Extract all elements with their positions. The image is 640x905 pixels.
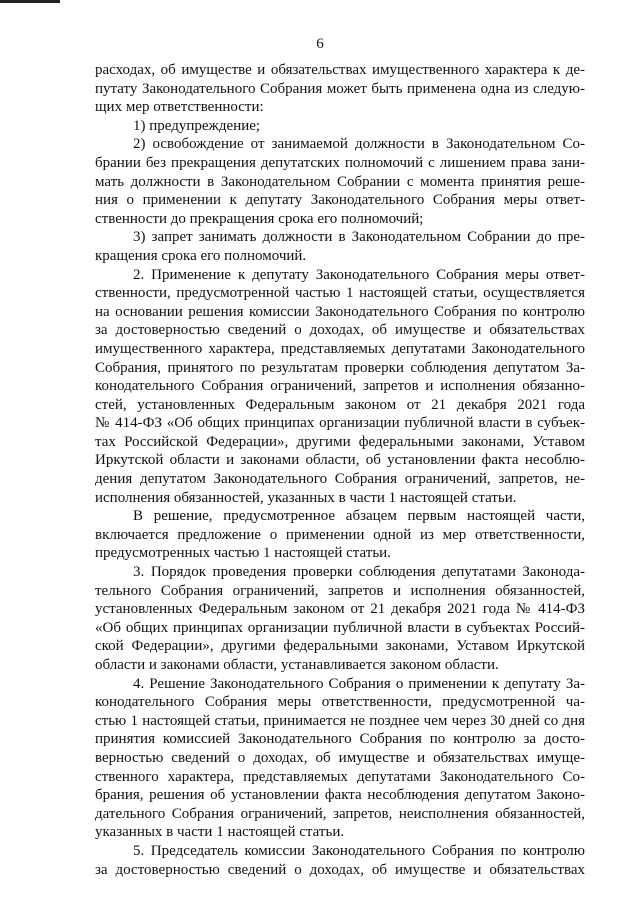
text-line: Собрания, принятого по результатам проверки соблюдения депутатом За-: [95, 359, 585, 376]
text-line: ственности до прекращения срока его полномочий;: [95, 210, 424, 227]
text-line: брания, решения об установлении факта несоблюдения депутатом Законо-: [95, 787, 585, 804]
text-line: за достоверностью сведений о доходах, об имуществе и обязательствах: [95, 322, 585, 339]
text-line: конодательного Собрания меры ответственности, предусмотренной ча-: [95, 694, 585, 711]
text-line: дения депутатом Законодательного Собрания ограничений, запретов, не-: [95, 471, 585, 488]
text-line: 2. Применение к депутату Законодательного Собрания меры ответ-: [133, 266, 585, 283]
text-line: установленных Федеральным законом от 21 декабря 2021 года № 414-ФЗ: [95, 601, 585, 618]
text-line: на основании решения комиссии Законодательного Собрания по контролю: [95, 303, 585, 320]
text-line: В решение, предусмотренное абзацем первым настоящей части,: [133, 508, 585, 525]
text-line: ния о применении к депутату Законодательного Собрания меры ответ-: [95, 192, 585, 209]
text-line: расходах, об имуществе и обязательствах имущественного характера к де-: [95, 62, 585, 78]
text-line: за достоверностью сведений о доходах, об имуществе и обязательствах: [95, 861, 585, 878]
text-line: Иркутской области и законами области, об установлении факта несоблю-: [95, 452, 585, 469]
text-line: указанных в части 1 настоящей статьи.: [95, 824, 345, 841]
text-line: 2) освобождение от занимаемой должности в Законодательном Со-: [133, 136, 585, 153]
text-line: принятия комиссией Законодательного Собрания по контролю за досто-: [95, 731, 585, 748]
text-line: брании без прекращения депутатских полномочий с лишением права зани-: [95, 154, 585, 171]
text-line: кращения срока его полномочий.: [95, 247, 307, 264]
text-line: тельного Собрания ограничений, запретов и исполнения обязанностей,: [95, 582, 585, 599]
text-line: 5. Председатель комиссии Законодательного Собрания по контролю: [133, 842, 585, 859]
text-line: 1) предупреждение;: [133, 117, 261, 134]
text-line: области и законами области, устанавливается законом области.: [95, 657, 499, 673]
text-line: ственности, предусмотренной частью 1 настоящей статьи, осуществляется: [95, 285, 585, 302]
text-line: ственного характера, представляемых депутатами Законодательного Со-: [95, 768, 585, 785]
text-line: 3. Порядок проведения проверки соблюдения депутатами Законода-: [133, 564, 585, 581]
text-line: включается предложение о применении одной из мер ответственности,: [95, 526, 585, 543]
text-line: путату Законодательного Собрания может быть применена одна из следую-: [95, 80, 585, 97]
text-line: 4. Решение Законодательного Собрания о применении к депутату За-: [133, 675, 585, 692]
text-line: мать должности в Законодательном Собрании с момента принятия реше-: [95, 173, 585, 190]
text-line: щих мер ответственности:: [95, 99, 264, 116]
text-line: № 414-ФЗ «Об общих принципах организации публичной власти в субъек-: [95, 415, 585, 432]
text-line: стью 1 настоящей статьи, принимается не позднее чем через 30 дней со дня: [95, 712, 585, 729]
text-line: тах Российской Федерации», другими федеральными законами, Уставом: [95, 433, 585, 450]
body-text: [95, 61, 585, 879]
text-line: ской Федерации», другими федеральными законами, Уставом Иркутской: [95, 638, 585, 655]
text-line: предусмотренных частью 1 настоящей статьи.: [95, 545, 391, 562]
text-line: верностью сведений о доходах, об имуществе и обязательствах имуще-: [95, 749, 585, 766]
page-number: 6: [316, 36, 324, 52]
text-line: конодательного Собрания ограничений, запретов и исполнения обязанно-: [95, 378, 585, 395]
top-edge-rule: [0, 0, 60, 3]
text-line: дательного Собрания ограничений, запретов, неисполнения обязанностей,: [95, 805, 585, 822]
text-line: 3) запрет занимать должности в Законодательном Собрании до пре-: [133, 229, 585, 246]
text-line: имущественного характера, представляемых депутатами Законодательного: [95, 340, 585, 357]
text-line: «Об общих принципах организации публичной власти в субъектах Россий-: [95, 619, 585, 636]
text-line: исполнения обязанностей, указанных в части 1 настоящей статьи.: [95, 489, 517, 506]
text-line: стей, установленных Федеральным законом от 21 декабря 2021 года: [95, 396, 585, 413]
